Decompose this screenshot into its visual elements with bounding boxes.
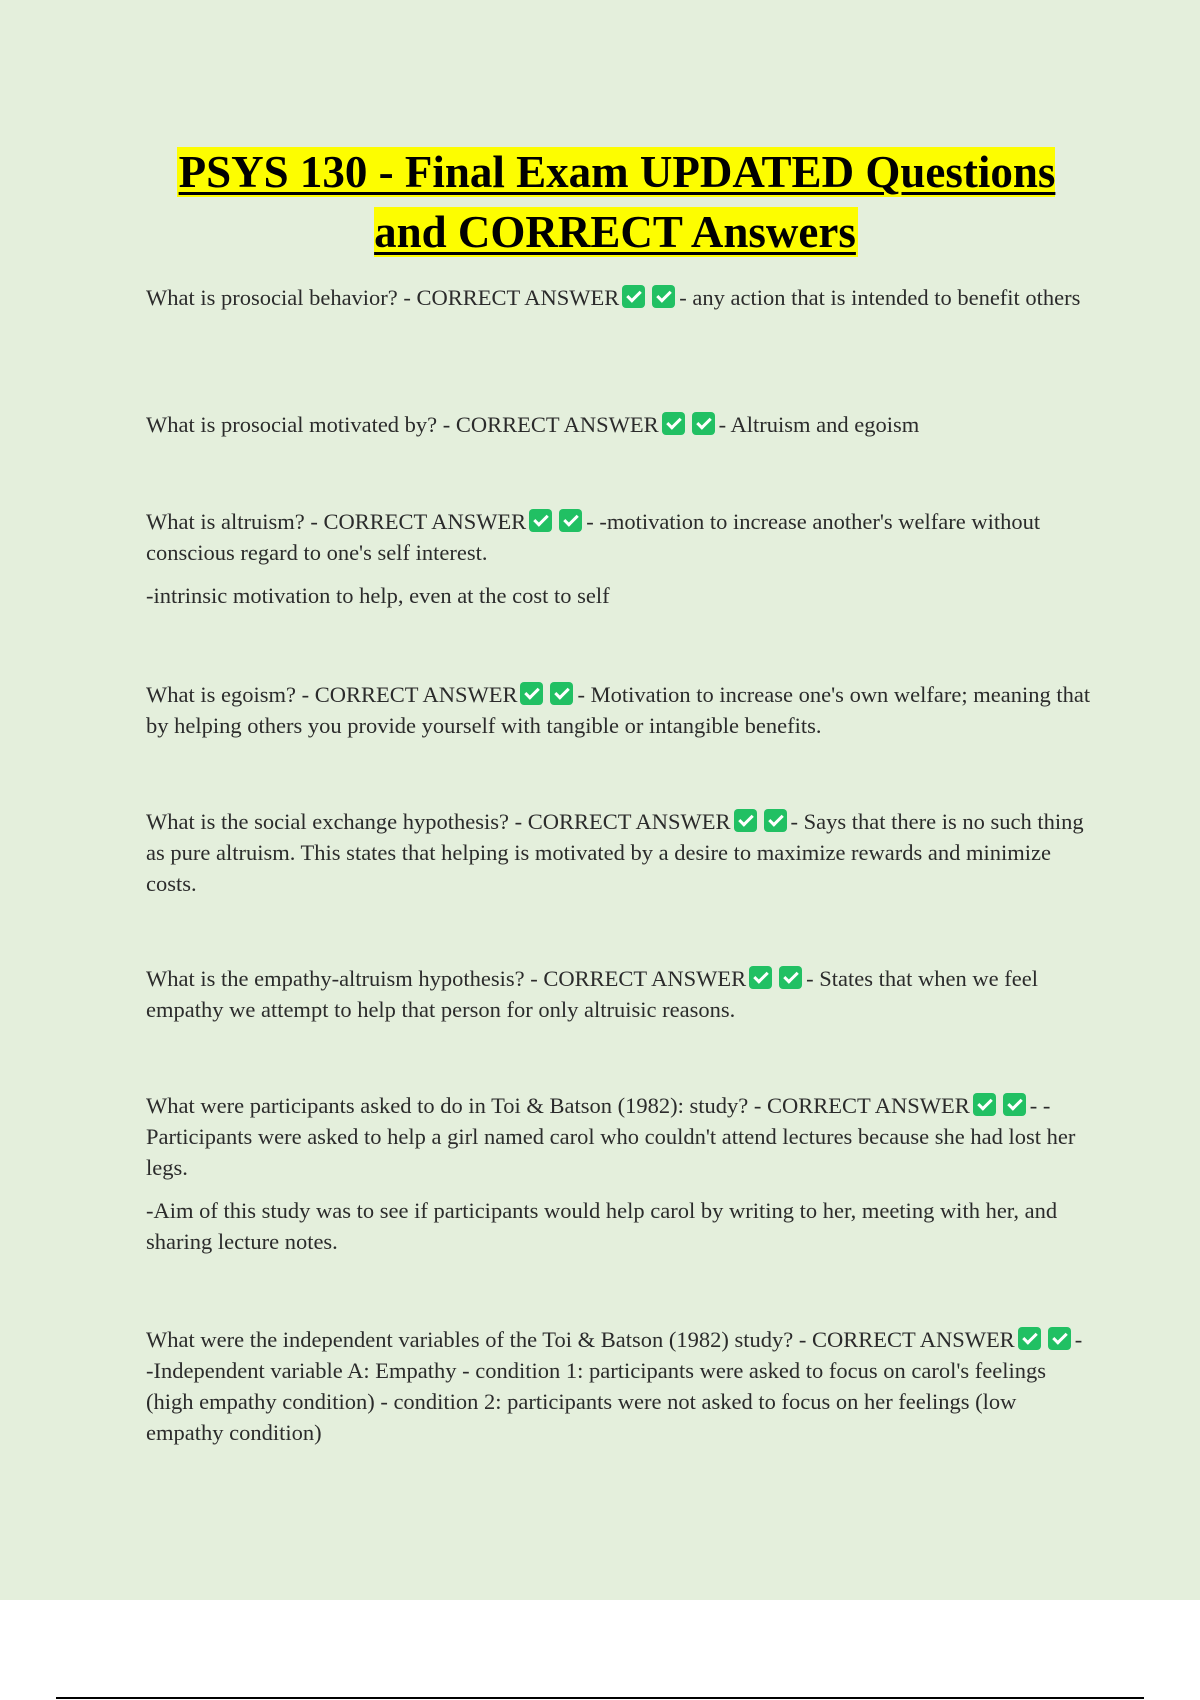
green-check-mark-icon [734,809,757,832]
answer-text: - -Independent variable A: Empathy - condition 1: participants were asked to focus on carol's feelings (high empathy condition) - condition 2: participants were not asked to focus on her feelings (low empathy condition) [146,1327,1083,1445]
green-check-mark-icon [1003,1093,1026,1116]
answer-text: - -motivation to increase another's welfare without conscious regard to one's self interest. [146,509,1041,565]
document-title-text: PSYS 130 - Final Exam UPDATED Questions and CORRECT Answers [178,147,1056,257]
qa-item-8-text [146,1324,1091,1448]
question-text: What were participants asked to do in Toi & Batson (1982): study? - CORRECT ANSWER [146,1093,970,1118]
answer-text: - -Participants were asked to help a girl named carol who couldn't attend lectures because she had lost her legs. [146,1093,1076,1180]
question-text: What were the independent variables of the Toi & Batson (1982) study? - CORRECT ANSWER [146,1327,1015,1352]
qa-item-2 [146,409,1091,440]
green-check-mark-icon [1048,1327,1071,1350]
answer-text: - Altruism and egoism [718,412,920,437]
qa-item-5 [146,806,1091,899]
qa-item-7-text [146,1090,1091,1183]
question-text: What is prosocial motivated by? - CORRECT ANSWER [146,412,659,437]
green-check-mark-icon [764,809,787,832]
qa-item-7 [146,1090,1091,1257]
green-check-mark-icon [520,682,543,705]
green-check-mark-icon [749,966,772,989]
green-check-mark-icon [559,509,582,532]
qa-item-3 [146,506,1091,611]
green-check-mark-icon [692,412,715,435]
document-title [140,142,1092,262]
green-check-mark-icon [622,285,645,308]
qa-item-8 [146,1324,1091,1448]
green-check-mark-icon [529,509,552,532]
green-check-mark-icon [1018,1327,1041,1350]
green-check-mark-icon [973,1093,996,1116]
qa-item-4 [146,679,1091,741]
green-check-mark-icon [662,412,685,435]
qa-item-2-text [146,409,1091,440]
green-check-mark-icon [779,966,802,989]
answer-text: - States that when we feel empathy we attempt to help that person for only altruisic reasons. [146,966,1038,1022]
qa-item-6 [146,963,1091,1025]
qa-item-7-extra: -Aim of this study was to see if participants would help carol by writing to her, meeting with her, and sharing lecture notes. [146,1198,1058,1254]
qa-item-4-text [146,679,1091,741]
qa-item-1 [146,282,1091,313]
qa-item-3-text [146,506,1091,568]
qa-item-6-text [146,963,1091,1025]
green-check-mark-icon [550,682,573,705]
qa-item-1-text [146,282,1091,313]
footer-divider [56,1697,1144,1699]
question-text: What is the empathy-altruism hypothesis? - CORRECT ANSWER [146,966,747,991]
question-text: What is the social exchange hypothesis? - CORRECT ANSWER [146,809,731,834]
answer-text: - Motivation to increase one's own welfare; meaning that by helping others you provide yourself with tangible or intangible benefits. [146,682,1091,738]
qa-item-3-extra: -intrinsic motivation to help, even at the cost to self [146,583,610,608]
qa-item-5-text [146,806,1091,899]
question-text: What is altruism? - CORRECT ANSWER [146,509,527,534]
answer-text: - any action that is intended to benefit others [679,285,1081,310]
answer-text: - Says that there is no such thing as pure altruism. This states that helping is motivated by a desire to maximize rewards and minimize costs. [146,809,1084,896]
question-text: What is egoism? - CORRECT ANSWER [146,682,518,707]
green-check-mark-icon [652,285,675,308]
question-text: What is prosocial behavior? - CORRECT ANSWER [146,285,620,310]
